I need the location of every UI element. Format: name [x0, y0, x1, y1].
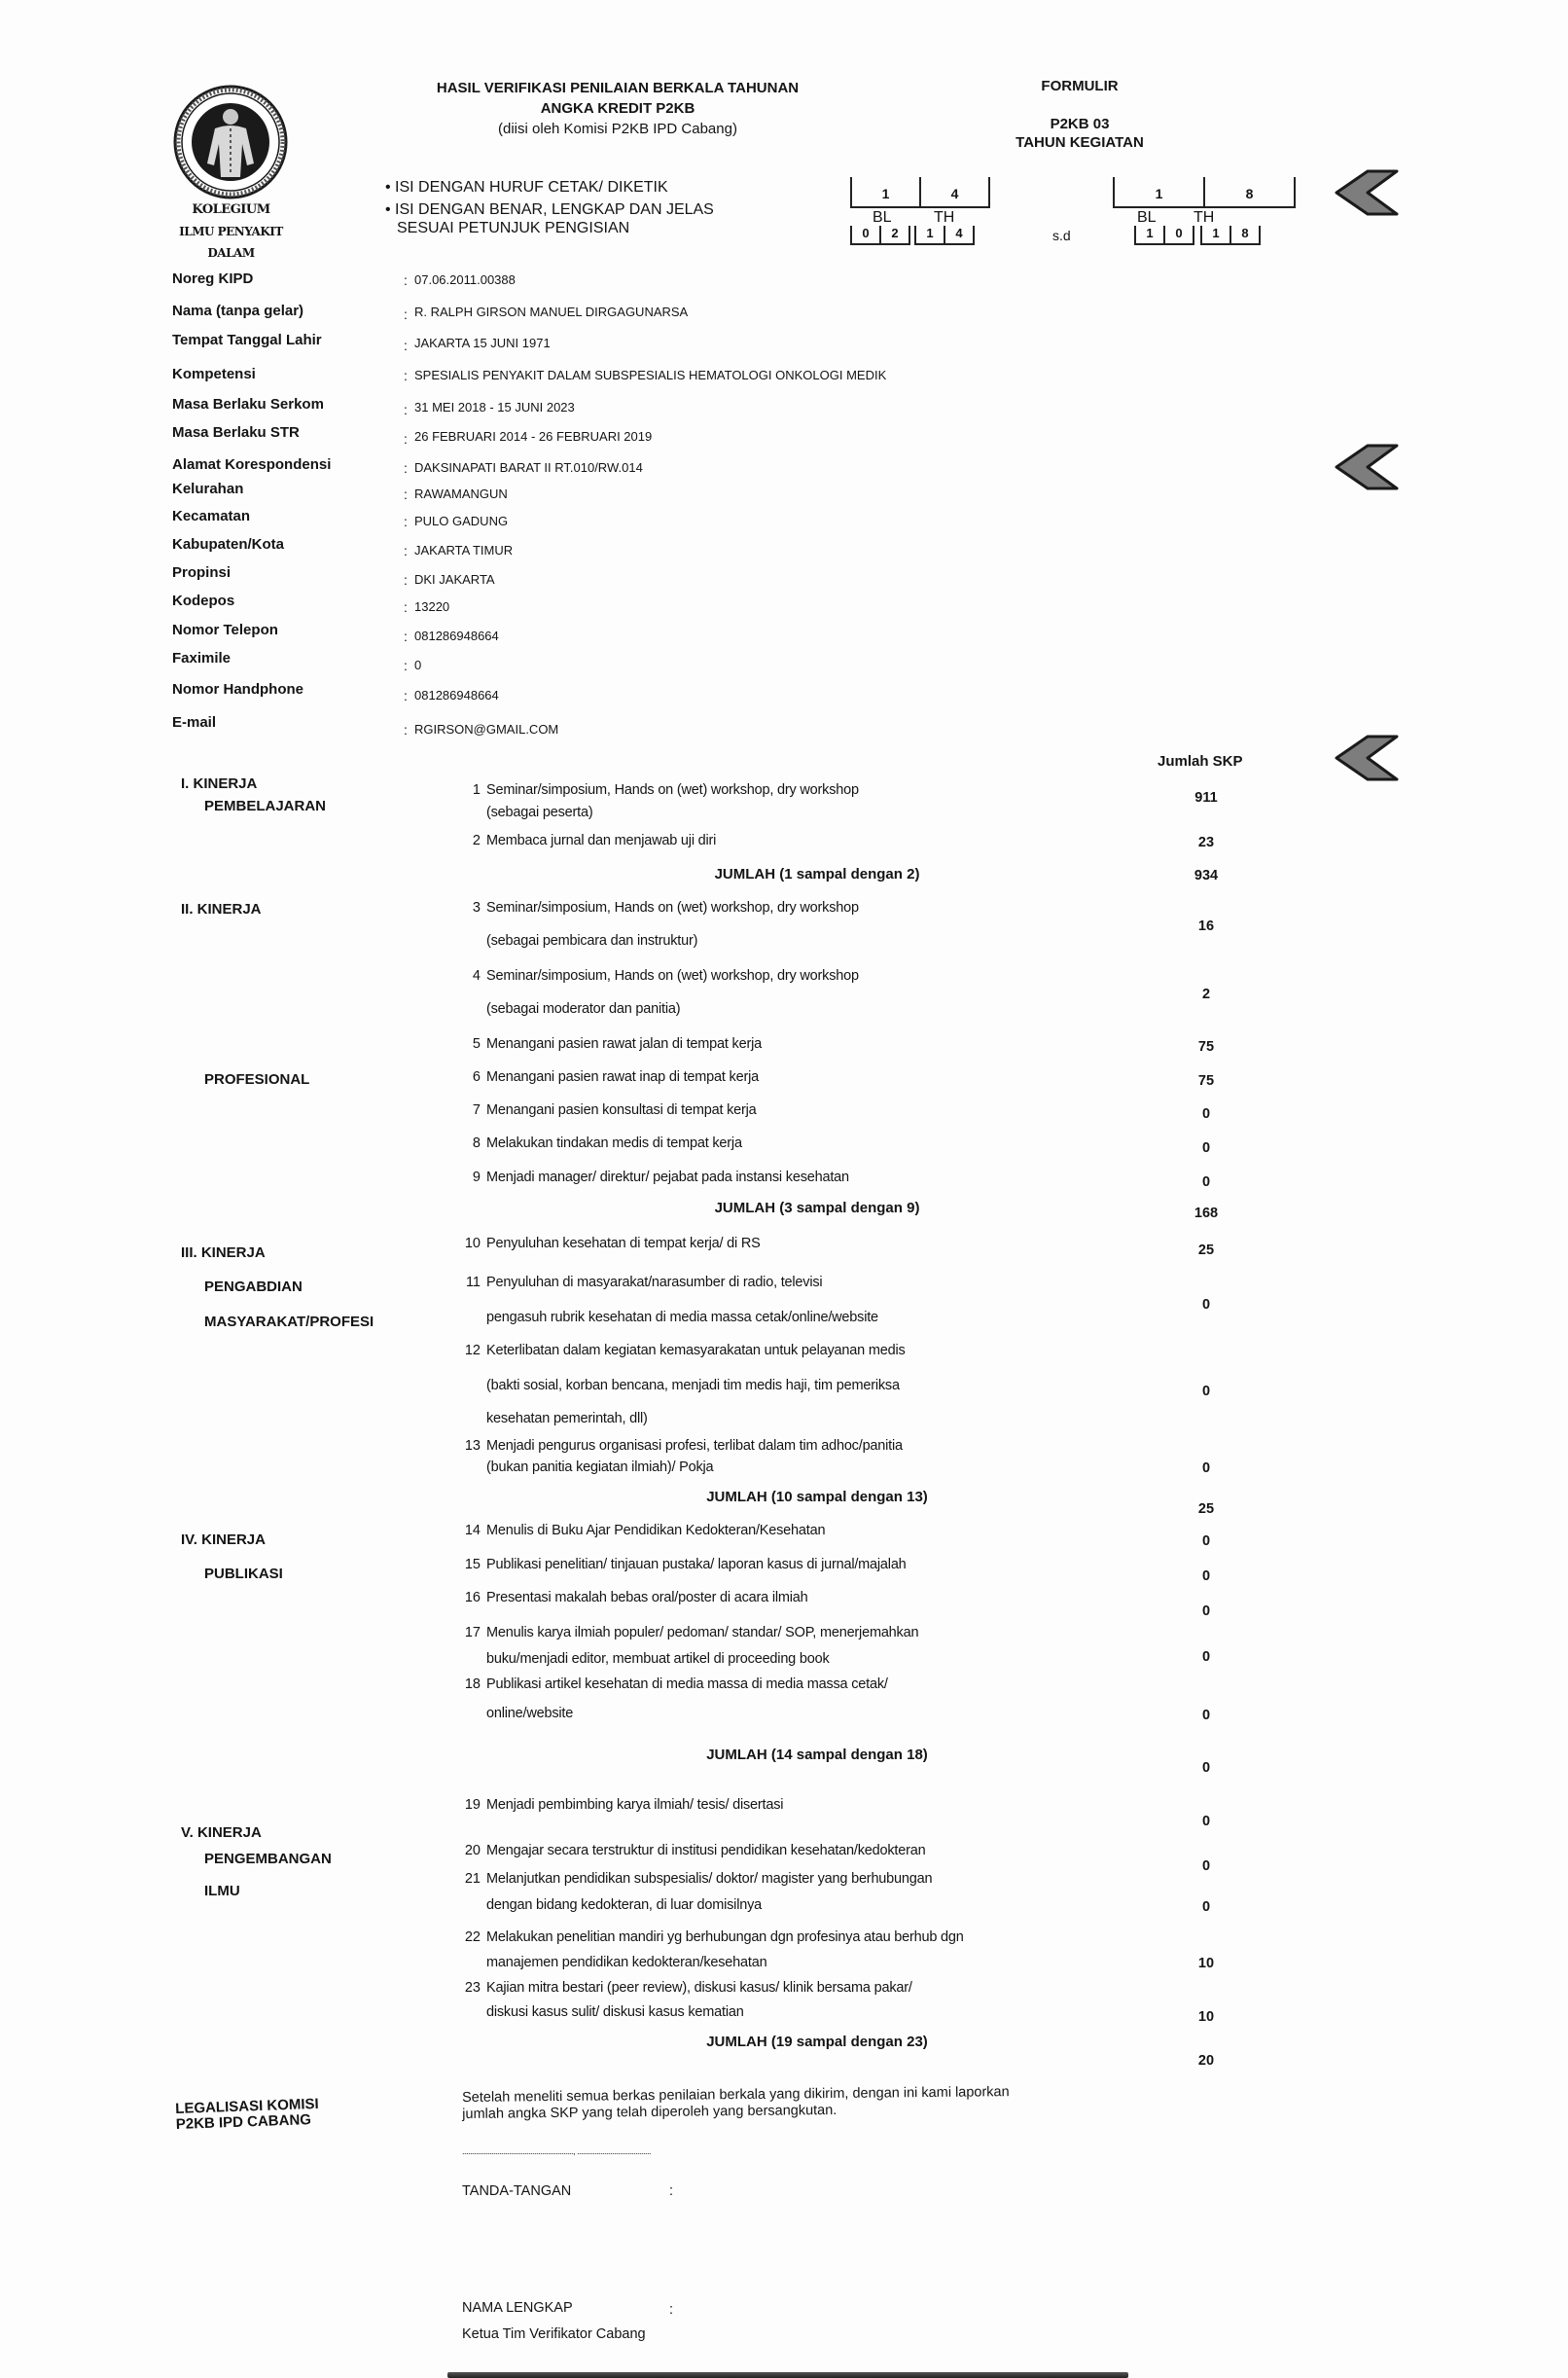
item-text: manajemen pendidikan kedokteran/kesehatan: [486, 1955, 767, 1970]
section-label: III. KINERJA: [181, 1244, 266, 1261]
skp-value: 16: [1197, 919, 1215, 934]
subtotal-label: JUMLAH (10 sampal dengan 13): [706, 1489, 928, 1505]
field-label: Kompetensi: [172, 366, 256, 382]
form-note: (diisi oleh Komisi P2KB IPD Cabang): [498, 121, 737, 137]
item-text: dengan bidang kedokteran, di luar domisilnya: [486, 1897, 763, 1913]
item-number: 13: [464, 1438, 481, 1454]
item-text: Membaca jurnal dan menjawab uji diri: [486, 833, 717, 848]
item-number: 14: [464, 1523, 481, 1538]
start-year-box[interactable]: [914, 226, 975, 245]
colon: :: [404, 306, 408, 322]
subtotal-label: JUMLAH (3 sampal dengan 9): [714, 1200, 920, 1216]
year-label: TAHUN KEGIATAN: [1016, 134, 1144, 151]
field-value: JAKARTA TIMUR: [414, 543, 514, 558]
field-value: DKI JAKARTA: [414, 572, 495, 587]
item-text: kesehatan pemerintah, dll): [486, 1411, 648, 1426]
digit: 1: [926, 226, 934, 240]
signature-label: TANDA-TANGAN: [462, 2183, 572, 2199]
field-label: Nomor Handphone: [172, 681, 303, 698]
colon: :: [404, 402, 408, 417]
bl-label: BL: [873, 209, 892, 226]
start-period-digit: 1: [881, 186, 890, 201]
item-text: Penyuluhan kesehatan di tempat kerja/ di RS: [486, 1236, 761, 1251]
item-number: 7: [472, 1102, 481, 1118]
subtotal-value: 934: [1194, 868, 1219, 883]
item-number: 10: [464, 1236, 481, 1251]
skp-value: 0: [1201, 1106, 1211, 1122]
end-year-box[interactable]: [1200, 226, 1261, 245]
section-label: MASYARAKAT/PROFESI: [204, 1314, 374, 1330]
field-value: SPESIALIS PENYAKIT DALAM SUBSPESIALIS HEMATOLOGI ONKOLOGI MEDIK: [414, 368, 887, 382]
item-text: (bakti sosial, korban bencana, menjadi tim medis haji, tim pemeriksa: [486, 1378, 900, 1393]
colon: :: [404, 629, 408, 644]
section-label: I. KINERJA: [181, 775, 258, 792]
skp-value: 0: [1201, 1603, 1211, 1619]
item-number: 20: [464, 1843, 481, 1858]
item-text: Menjadi pengurus organisasi profesi, terlibat dalam tim adhoc/panitia: [486, 1438, 903, 1454]
skp-value: 0: [1201, 1858, 1211, 1874]
colon: :: [404, 272, 408, 288]
item-text: Publikasi artikel kesehatan di media massa di media massa cetak/: [486, 1676, 888, 1692]
subtotal-label: JUMLAH (19 sampal dengan 23): [706, 2034, 928, 2050]
item-text: Menangani pasien rawat jalan di tempat kerja: [486, 1036, 762, 1052]
colon: :: [404, 460, 408, 476]
field-value: RAWAMANGUN: [414, 486, 508, 501]
chevron-left-icon: [1335, 735, 1399, 781]
sd-label: s.d: [1052, 228, 1071, 243]
field-label: Alamat Korespondensi: [172, 456, 332, 473]
item-text: Menjadi manager/ direktur/ pejabat pada instansi kesehatan: [486, 1170, 849, 1185]
field-value: 07.06.2011.00388: [414, 272, 516, 287]
item-text: Melanjutkan pendidikan subspesialis/ doktor/ magister yang berhubungan: [486, 1871, 933, 1887]
section-label: PUBLIKASI: [204, 1566, 283, 1582]
item-text: Kajian mitra bestari (peer review), diskusi kasus/ klinik bersama pakar/: [486, 1980, 912, 1996]
chevron-left-icon: [1335, 444, 1399, 490]
field-value: 0: [414, 658, 422, 672]
field-label: Tempat Tanggal Lahir: [172, 332, 322, 348]
skp-value: 10: [1197, 2009, 1215, 2025]
start-period-digit: 4: [919, 177, 988, 206]
field-label: Kabupaten/Kota: [172, 536, 285, 553]
section-label: IV. KINERJA: [181, 1531, 266, 1548]
place-date-line[interactable]: ........................................................., ......................................: [462, 2146, 652, 2156]
field-value: RGIRSON@GMAIL.COM: [414, 722, 559, 737]
skp-value: 0: [1201, 1297, 1211, 1313]
colon: :: [404, 658, 408, 673]
item-number: 17: [464, 1625, 481, 1640]
colon: :: [669, 2302, 674, 2318]
digit: 4: [944, 226, 973, 243]
item-number: 8: [472, 1135, 481, 1151]
item-text: Melakukan penelitian mandiri yg berhubungan dgn profesinya atau berhub dgn: [486, 1929, 964, 1945]
section-label: II. KINERJA: [181, 901, 262, 918]
item-text: Menangani pasien konsultasi di tempat kerja: [486, 1102, 757, 1118]
colon: :: [404, 543, 408, 558]
section-label: PENGEMBANGAN: [204, 1851, 332, 1867]
item-number: 15: [464, 1557, 481, 1572]
instruction-item: • ISI DENGAN HURUF CETAK/ DIKETIK: [385, 179, 668, 196]
logo-caption-line2: ILMU PENYAKIT DALAM: [179, 225, 283, 260]
item-number: 12: [464, 1343, 481, 1358]
th-label: TH: [1194, 209, 1215, 226]
subtotal-value: 168: [1194, 1206, 1219, 1221]
legalisasi-label: P2KB IPD CABANG: [175, 2111, 312, 2133]
field-label: E-mail: [172, 714, 217, 731]
item-text: Seminar/simposium, Hands on (wet) workshop, dry workshop: [486, 900, 859, 916]
item-text: online/website: [486, 1706, 574, 1721]
item-text: Keterlibatan dalam kegiatan kemasyarakatan untuk pelayanan medis: [486, 1343, 906, 1358]
skp-value: 0: [1201, 1814, 1211, 1829]
digit: 0: [862, 226, 870, 240]
field-label: Masa Berlaku Serkom: [172, 396, 324, 413]
item-number: 16: [464, 1590, 481, 1605]
item-text: Seminar/simposium, Hands on (wet) workshop, dry workshop: [486, 968, 859, 984]
item-number: 5: [472, 1036, 481, 1052]
skp-value: 75: [1197, 1039, 1215, 1055]
skp-value: 0: [1201, 1174, 1211, 1190]
colon: :: [404, 599, 408, 615]
skp-column-header: Jumlah SKP: [1158, 753, 1243, 770]
section-label: V. KINERJA: [181, 1824, 262, 1841]
field-value: JAKARTA 15 JUNI 1971: [414, 336, 551, 350]
item-number: 22: [464, 1929, 481, 1945]
section-label: PEMBELAJARAN: [204, 798, 327, 814]
end-period-digit: 1: [1155, 186, 1163, 201]
subtotal-value: 20: [1197, 2053, 1215, 2069]
item-text: Penyuluhan di masyarakat/narasumber di radio, televisi: [486, 1275, 823, 1290]
form-label: FORMULIR: [1041, 78, 1119, 94]
chevron-left-icon: [1335, 169, 1399, 216]
colon: :: [404, 722, 408, 738]
field-value: 081286948664: [414, 629, 499, 643]
field-label: Nomor Telepon: [172, 622, 278, 638]
skp-value: 10: [1197, 1956, 1215, 1971]
section-label: PENGABDIAN: [204, 1279, 303, 1295]
field-label: Masa Berlaku STR: [172, 424, 300, 441]
name-field[interactable]: [681, 2298, 1167, 2320]
colon: :: [404, 338, 408, 353]
item-number: 3: [472, 900, 481, 916]
item-text: (bukan panitia kegiatan ilmiah)/ Pokja: [486, 1459, 714, 1475]
colon: :: [404, 514, 408, 529]
logo-caption-line1: KOLEGIUM: [192, 202, 270, 217]
item-number: 19: [464, 1797, 481, 1813]
field-value: 081286948664: [414, 688, 499, 703]
signature-field[interactable]: [681, 2180, 1167, 2296]
item-text: Mengajar secara terstruktur di institusi pendidikan kesehatan/kedokteran: [486, 1843, 926, 1858]
subtotal-label: JUMLAH (1 sampal dengan 2): [714, 866, 920, 883]
colon: :: [404, 688, 408, 703]
bl-label: BL: [1137, 209, 1157, 226]
item-text: Presentasi makalah bebas oral/poster di acara ilmiah: [486, 1590, 808, 1605]
skp-value: 2: [1201, 987, 1211, 1002]
form-title: HASIL VERIFIKASI PENILAIAN BERKALA TAHUNAN: [436, 80, 800, 96]
legalisasi-statement: jumlah angka SKP yang telah diperoleh yang bersangkutan.: [462, 2102, 837, 2122]
item-text: Menulis karya ilmiah populer/ pedoman/ standar/ SOP, menerjemahkan: [486, 1625, 919, 1640]
item-text: diskusi kasus sulit/ diskusi kasus kematian: [486, 2004, 744, 2020]
item-number: 9: [472, 1170, 481, 1185]
start-month-box[interactable]: [850, 226, 910, 245]
colon: :: [404, 368, 408, 383]
field-label: Kelurahan: [172, 481, 244, 497]
item-text: Seminar/simposium, Hands on (wet) workshop, dry workshop: [486, 782, 859, 798]
start-period-box[interactable]: [850, 177, 990, 208]
end-period-digit: 8: [1203, 177, 1294, 206]
field-value: PULO GADUNG: [414, 514, 509, 528]
colon: :: [404, 431, 408, 447]
instruction-item: SESUAI PETUNJUK PENGISIAN: [397, 220, 630, 236]
colon: :: [404, 486, 408, 502]
field-value: R. RALPH GIRSON MANUEL DIRGAGUNARSA: [414, 305, 689, 319]
instruction-item: • ISI DENGAN BENAR, LENGKAP DAN JELAS: [385, 201, 714, 218]
skp-value: 23: [1197, 835, 1215, 850]
th-label: TH: [934, 209, 955, 226]
skp-value: 75: [1197, 1073, 1215, 1089]
skp-value: 0: [1201, 1140, 1211, 1156]
skp-value: 0: [1201, 1384, 1211, 1399]
subtotal-value: 25: [1197, 1501, 1215, 1517]
item-text: buku/menjadi editor, membuat artikel di proceeding book: [486, 1651, 830, 1667]
scan-edge-shadow: [447, 2372, 1128, 2378]
field-value: DAKSINAPATI BARAT II RT.010/RW.014: [414, 460, 643, 475]
digit: 8: [1229, 226, 1259, 243]
colon: :: [404, 572, 408, 588]
item-text: Publikasi penelitian/ tinjauan pustaka/ laporan kasus di jurnal/majalah: [486, 1557, 907, 1572]
field-value: 13220: [414, 599, 450, 614]
skp-value: 0: [1201, 1649, 1211, 1665]
role-label: Ketua Tim Verifikator Cabang: [462, 2326, 646, 2342]
skp-value: 25: [1197, 1243, 1215, 1258]
item-number: 2: [472, 833, 481, 848]
item-text: Menangani pasien rawat inap di tempat kerja: [486, 1069, 759, 1085]
form-code: P2KB 03: [1050, 116, 1110, 132]
field-label: Nama (tanpa gelar): [172, 303, 304, 319]
end-period-box[interactable]: [1113, 177, 1296, 208]
item-text: (sebagai moderator dan panitia): [486, 1001, 681, 1017]
colon: :: [669, 2183, 674, 2199]
skp-value: 0: [1201, 1708, 1211, 1723]
field-label: Kodepos: [172, 593, 235, 609]
item-text: (sebagai peserta): [486, 805, 593, 820]
skp-value: 0: [1201, 1568, 1211, 1584]
digit: 0: [1163, 226, 1193, 243]
item-text: Menulis di Buku Ajar Pendidikan Kedokteran/Kesehatan: [486, 1523, 826, 1538]
subtotal-value: 0: [1201, 1760, 1211, 1776]
digit: 1: [1212, 226, 1220, 240]
kolegium-seal-icon: [172, 84, 289, 200]
item-number: 4: [472, 968, 481, 984]
skp-value: 0: [1201, 1899, 1211, 1915]
item-number: 21: [464, 1871, 481, 1887]
skp-value: 0: [1201, 1460, 1211, 1476]
item-text: (sebagai pembicara dan instruktur): [486, 933, 698, 949]
item-text: Menjadi pembimbing karya ilmiah/ tesis/ disertasi: [486, 1797, 784, 1813]
field-label: Kecamatan: [172, 508, 251, 524]
item-number: 23: [464, 1980, 481, 1996]
subtotal-label: JUMLAH (14 sampal dengan 18): [706, 1747, 928, 1763]
field-label: Propinsi: [172, 564, 232, 581]
instruction-list: [385, 178, 714, 237]
legalisasi-label: LEGALISASI KOMISI: [174, 2095, 319, 2117]
field-value: 26 FEBRUARI 2014 - 26 FEBRUARI 2019: [414, 429, 653, 444]
item-text: Melakukan tindakan medis di tempat kerja: [486, 1135, 742, 1151]
form-subtitle: ANGKA KREDIT P2KB: [540, 100, 695, 117]
item-number: 1: [472, 782, 481, 798]
item-number: 18: [464, 1676, 481, 1692]
name-label: NAMA LENGKAP: [462, 2300, 573, 2316]
item-text: pengasuh rubrik kesehatan di media massa cetak/online/website: [486, 1310, 878, 1325]
item-number: 6: [472, 1069, 481, 1085]
item-number: 11: [465, 1275, 481, 1290]
digit: 1: [1146, 226, 1154, 240]
skp-value: 911: [1194, 790, 1218, 806]
legalisasi-statement: Setelah meneliti semua berkas penilaian berkala yang dikirim, dengan ini kami laporkan: [462, 2084, 1010, 2106]
section-label: ILMU: [204, 1883, 240, 1899]
end-month-box[interactable]: [1134, 226, 1194, 245]
section-label: PROFESIONAL: [204, 1071, 310, 1088]
field-label: Noreg KIPD: [172, 270, 254, 287]
field-label: Faximile: [172, 650, 232, 667]
skp-value: 0: [1201, 1533, 1211, 1549]
digit: 2: [879, 226, 909, 243]
field-value: 31 MEI 2018 - 15 JUNI 2023: [414, 400, 575, 414]
